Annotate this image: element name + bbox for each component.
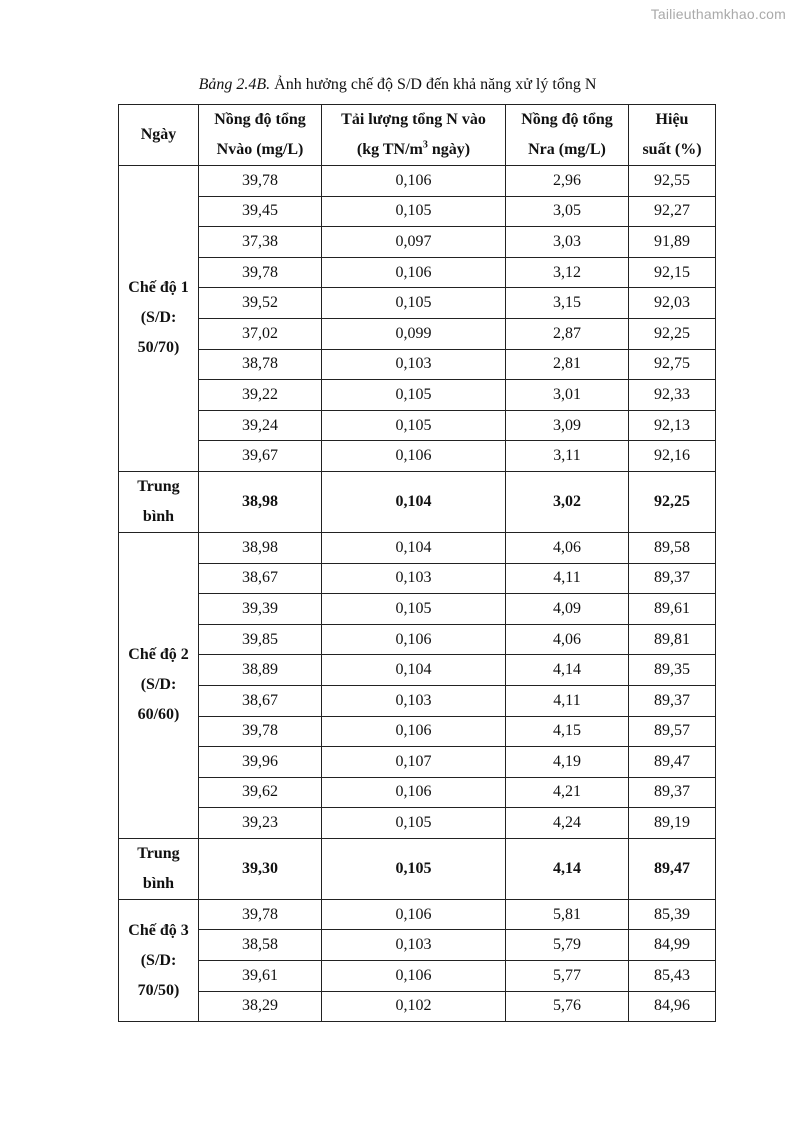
group-label-line: (S/D: xyxy=(140,676,177,694)
n-in-cell: 39,23 xyxy=(199,808,322,839)
header-day: Ngày xyxy=(119,105,199,166)
table-body xyxy=(119,166,716,1022)
group-label-line: 60/60) xyxy=(137,706,180,724)
n-out-cell: 5,79 xyxy=(506,930,629,961)
n-in-cell: 39,62 xyxy=(199,777,322,808)
n-out-cell: 5,81 xyxy=(506,899,629,930)
avg-efficiency-cell: 89,47 xyxy=(629,838,716,899)
load-cell: 0,105 xyxy=(322,410,506,441)
n-in-cell: 38,98 xyxy=(199,532,322,563)
n-in-cell: 39,61 xyxy=(199,961,322,992)
caption-text: Ảnh hưởng chế độ S/D đến khả năng xử lý tổng N xyxy=(270,76,597,93)
table-row xyxy=(119,777,716,808)
header-n-out-line2: Nra (mg/L) xyxy=(528,141,606,158)
n-out-cell: 4,24 xyxy=(506,808,629,839)
group-label-cell xyxy=(119,899,199,1021)
n-in-cell: 39,24 xyxy=(199,410,322,441)
avg-efficiency-cell: 92,25 xyxy=(629,471,716,532)
n-out-cell: 4,06 xyxy=(506,624,629,655)
group-label-cell xyxy=(119,532,199,838)
group-label-line: 70/50) xyxy=(137,981,180,999)
table-row xyxy=(119,655,716,686)
header-n-in-line2: Nvào (mg/L) xyxy=(216,141,304,158)
table-row xyxy=(119,349,716,380)
efficiency-cell: 85,39 xyxy=(629,899,716,930)
load-cell: 0,104 xyxy=(322,655,506,686)
n-out-cell: 3,09 xyxy=(506,410,629,441)
average-row xyxy=(119,838,716,899)
n-out-cell: 3,15 xyxy=(506,288,629,319)
n-in-cell: 39,22 xyxy=(199,380,322,411)
n-in-cell: 37,38 xyxy=(199,227,322,258)
average-label-line: Trung xyxy=(137,477,180,495)
load-cell: 0,103 xyxy=(322,349,506,380)
efficiency-cell: 89,47 xyxy=(629,747,716,778)
n-out-cell: 2,87 xyxy=(506,318,629,349)
n-in-cell: 39,78 xyxy=(199,257,322,288)
n-out-cell: 4,14 xyxy=(506,655,629,686)
avg-n-out-cell: 4,14 xyxy=(506,838,629,899)
n-out-cell: 3,05 xyxy=(506,196,629,227)
caption-label: Bảng 2.4B. xyxy=(198,76,271,93)
header-efficiency xyxy=(629,105,716,166)
load-cell: 0,106 xyxy=(322,899,506,930)
n-in-cell: 38,29 xyxy=(199,991,322,1022)
load-cell: 0,105 xyxy=(322,594,506,625)
group-label-line: (S/D: xyxy=(140,951,177,969)
table-row xyxy=(119,624,716,655)
header-load-line1: Tải lượng tổng N vào xyxy=(341,111,486,128)
load-cell: 0,103 xyxy=(322,930,506,961)
efficiency-cell: 89,37 xyxy=(629,685,716,716)
average-label-line: Trung xyxy=(137,844,180,862)
efficiency-cell: 92,25 xyxy=(629,318,716,349)
efficiency-cell: 89,37 xyxy=(629,563,716,594)
table-row xyxy=(119,410,716,441)
efficiency-cell: 89,57 xyxy=(629,716,716,747)
efficiency-cell: 89,37 xyxy=(629,777,716,808)
load-cell: 0,105 xyxy=(322,196,506,227)
header-load-line2a: (kg TN/m xyxy=(356,141,423,158)
n-in-cell: 38,67 xyxy=(199,685,322,716)
efficiency-cell: 92,16 xyxy=(629,441,716,472)
load-cell: 0,103 xyxy=(322,563,506,594)
average-row xyxy=(119,471,716,532)
watermark-text: Tailieuthamkhao.com xyxy=(650,6,786,22)
table-row xyxy=(119,899,716,930)
n-out-cell: 3,03 xyxy=(506,227,629,258)
efficiency-cell: 89,81 xyxy=(629,624,716,655)
header-n-out xyxy=(506,105,629,166)
avg-n-in-cell: 39,30 xyxy=(199,838,322,899)
table-row xyxy=(119,257,716,288)
efficiency-cell: 89,35 xyxy=(629,655,716,686)
efficiency-cell: 92,55 xyxy=(629,166,716,197)
average-label-line: bình xyxy=(142,507,175,525)
n-out-cell: 4,09 xyxy=(506,594,629,625)
efficiency-cell: 89,61 xyxy=(629,594,716,625)
n-in-cell: 39,67 xyxy=(199,441,322,472)
table-caption xyxy=(0,76,795,94)
group-label-line: Chế độ 1 xyxy=(128,279,189,297)
n-in-cell: 39,78 xyxy=(199,716,322,747)
efficiency-cell: 92,33 xyxy=(629,380,716,411)
efficiency-cell: 92,03 xyxy=(629,288,716,319)
n-in-cell: 38,58 xyxy=(199,930,322,961)
header-load xyxy=(322,105,506,166)
header-n-in xyxy=(199,105,322,166)
n-in-cell: 39,39 xyxy=(199,594,322,625)
load-cell: 0,106 xyxy=(322,624,506,655)
n-out-cell: 4,19 xyxy=(506,747,629,778)
n-in-cell: 38,89 xyxy=(199,655,322,686)
n-out-cell: 5,76 xyxy=(506,991,629,1022)
load-cell: 0,105 xyxy=(322,808,506,839)
n-out-cell: 4,06 xyxy=(506,532,629,563)
table-row xyxy=(119,288,716,319)
table-row xyxy=(119,318,716,349)
efficiency-cell: 89,19 xyxy=(629,808,716,839)
avg-load-cell: 0,104 xyxy=(322,471,506,532)
n-out-cell: 4,21 xyxy=(506,777,629,808)
load-cell: 0,097 xyxy=(322,227,506,258)
table-row xyxy=(119,716,716,747)
efficiency-cell: 92,27 xyxy=(629,196,716,227)
table-row xyxy=(119,532,716,563)
n-in-cell: 37,02 xyxy=(199,318,322,349)
table-row xyxy=(119,808,716,839)
efficiency-cell: 92,75 xyxy=(629,349,716,380)
load-cell: 0,106 xyxy=(322,441,506,472)
table-row xyxy=(119,563,716,594)
efficiency-cell: 85,43 xyxy=(629,961,716,992)
table-row xyxy=(119,991,716,1022)
load-cell: 0,102 xyxy=(322,991,506,1022)
n-in-cell: 39,78 xyxy=(199,166,322,197)
load-cell: 0,106 xyxy=(322,961,506,992)
header-n-in-line1: Nồng độ tổng xyxy=(214,111,306,128)
data-table xyxy=(118,104,716,1022)
group-label-line: (S/D: xyxy=(140,309,177,327)
load-cell: 0,106 xyxy=(322,257,506,288)
group-label-line: Chế độ 2 xyxy=(128,646,189,664)
average-label-cell xyxy=(119,838,199,899)
n-out-cell: 5,77 xyxy=(506,961,629,992)
header-load-line2b: ngày) xyxy=(427,141,471,158)
header-load-sup: 3 xyxy=(422,139,428,151)
avg-n-out-cell: 3,02 xyxy=(506,471,629,532)
n-out-cell: 3,12 xyxy=(506,257,629,288)
n-in-cell: 39,52 xyxy=(199,288,322,319)
n-in-cell: 38,78 xyxy=(199,349,322,380)
average-label-cell xyxy=(119,471,199,532)
average-label-line: bình xyxy=(142,874,175,892)
n-in-cell: 38,67 xyxy=(199,563,322,594)
table-row xyxy=(119,747,716,778)
efficiency-cell: 92,13 xyxy=(629,410,716,441)
header-eff-line2: suất (%) xyxy=(642,141,702,158)
header-n-out-line1: Nồng độ tổng xyxy=(521,111,613,128)
load-cell: 0,105 xyxy=(322,380,506,411)
load-cell: 0,104 xyxy=(322,532,506,563)
efficiency-cell: 84,96 xyxy=(629,991,716,1022)
load-cell: 0,099 xyxy=(322,318,506,349)
n-out-cell: 4,15 xyxy=(506,716,629,747)
n-out-cell: 3,11 xyxy=(506,441,629,472)
n-out-cell: 4,11 xyxy=(506,685,629,716)
table-row xyxy=(119,685,716,716)
efficiency-cell: 84,99 xyxy=(629,930,716,961)
efficiency-cell: 89,58 xyxy=(629,532,716,563)
table-row xyxy=(119,441,716,472)
n-out-cell: 4,11 xyxy=(506,563,629,594)
n-out-cell: 2,96 xyxy=(506,166,629,197)
header-eff-line1: Hiệu xyxy=(655,111,689,128)
n-in-cell: 39,85 xyxy=(199,624,322,655)
load-cell: 0,106 xyxy=(322,166,506,197)
table-row xyxy=(119,166,716,197)
n-in-cell: 39,78 xyxy=(199,899,322,930)
avg-n-in-cell: 38,98 xyxy=(199,471,322,532)
load-cell: 0,106 xyxy=(322,777,506,808)
n-in-cell: 39,45 xyxy=(199,196,322,227)
table-row xyxy=(119,594,716,625)
efficiency-cell: 91,89 xyxy=(629,227,716,258)
n-out-cell: 2,81 xyxy=(506,349,629,380)
table-row xyxy=(119,196,716,227)
n-in-cell: 39,96 xyxy=(199,747,322,778)
avg-load-cell: 0,105 xyxy=(322,838,506,899)
table-row xyxy=(119,930,716,961)
n-out-cell: 3,01 xyxy=(506,380,629,411)
load-cell: 0,103 xyxy=(322,685,506,716)
table-row xyxy=(119,227,716,258)
group-label-line: 50/70) xyxy=(137,339,180,357)
table-row xyxy=(119,380,716,411)
table-header-row xyxy=(119,105,716,166)
group-label-cell xyxy=(119,166,199,472)
group-label-line: Chế độ 3 xyxy=(128,921,189,939)
load-cell: 0,107 xyxy=(322,747,506,778)
table-row xyxy=(119,961,716,992)
efficiency-cell: 92,15 xyxy=(629,257,716,288)
load-cell: 0,105 xyxy=(322,288,506,319)
load-cell: 0,106 xyxy=(322,716,506,747)
